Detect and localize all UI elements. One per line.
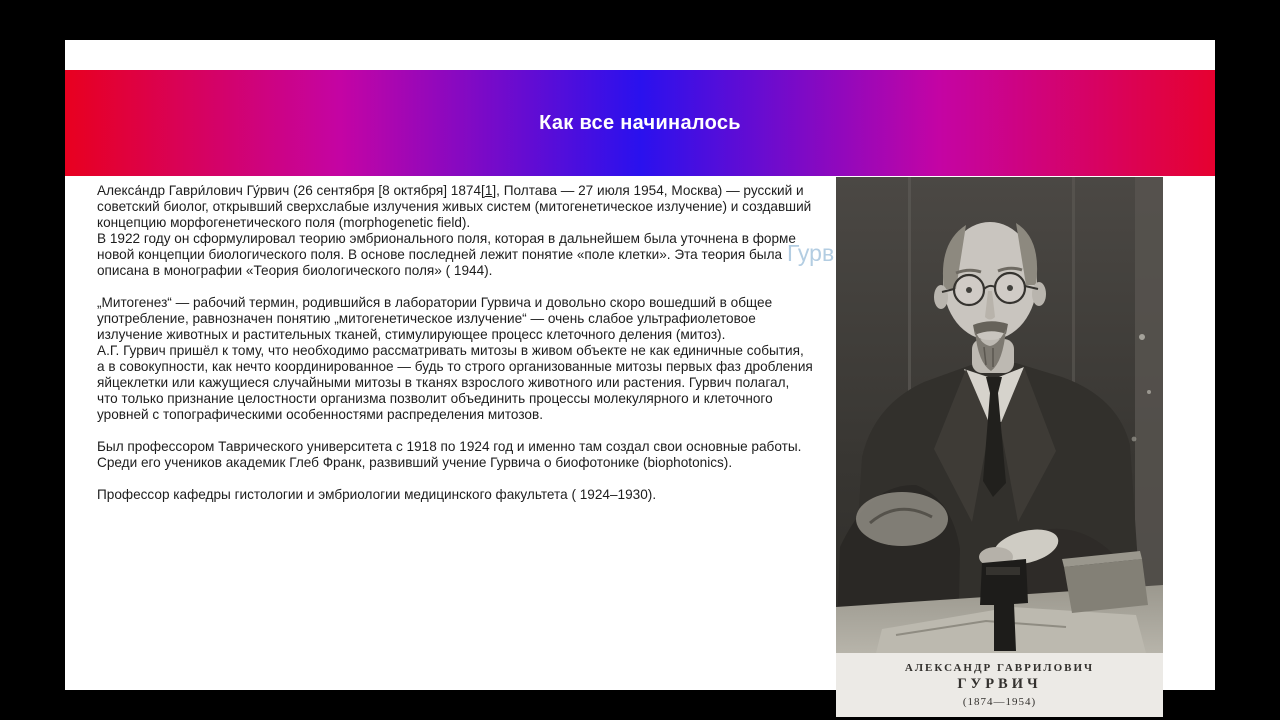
paragraph-biography: [97, 183, 813, 231]
title-banner: [65, 70, 1215, 176]
paragraph-professorship: Профессор кафедры гистологии и эмбриологии медицинского факультета ( 1924–1930).: [97, 487, 657, 502]
caption-surname-line: ГУРВИЧ: [957, 676, 1042, 692]
article-text: [97, 183, 813, 503]
bio-text-start: Алекса́ндр Гаври́лович Гу́рвич (26 сентября [8 октября] 1874: [97, 183, 482, 198]
photo-caption: [836, 653, 1163, 717]
gurvich-portrait-photo: [836, 177, 1163, 717]
caption-years-line: (1874—1954): [962, 696, 1037, 708]
paragraph-field-theory: В 1922 году он сформулировал теорию эмбрионального поля, которая в дальнейшем была уточнена в форме новой концепции биологического поля. В основе последней лежит понятие «поле клетки». Эта теория была описана в монографии «Теория биологического поля» ( 1944).: [97, 231, 796, 278]
slide-title: Как все начиналось: [539, 111, 741, 134]
portrait-image: [836, 177, 1163, 653]
caption-name-line: АЛЕКСАНДР ГАВРИЛОВИЧ: [904, 662, 1095, 674]
paragraph-mitogenesis: „Митогенез“ — рабочий термин, родившийся в лаборатории Гурвича и довольно скоро вошедший в общее употребление, равнозначен понятию „митогенетическое излучение“ — очень слабое ультрафиолетовое излучение животных и растительных тканей, стимулирующее процесс клеточного деления (митоз).: [97, 295, 773, 342]
watermark-text: Гурв: [787, 240, 835, 266]
paragraph-tavrida-university: Был профессором Таврического университета с 1918 по 1924 год и именно там создал свои основные работы. Среди его учеников академик Глеб Франк, развивший учение Гурвича о биофотонике (biophotonics).: [97, 439, 802, 470]
paragraph-mitosis-view: А.Г. Гурвич пришёл к тому, что необходимо рассматривать митозы в живом объекте не как единичные события, а в совокупности, как нечто координированное — будь то строго организованные митозы первых фаз дробления яйцеклетки или кажущиеся случайными митозы в тканях взрослого животного или растения. Гурвич полагал, что только признание целостности организма позволит объединить процессы молекулярного и клеточного уровней с топографическими особенностями распределения митозов.: [97, 343, 813, 422]
presentation-slide: [65, 40, 1215, 708]
bio-text-end: , Полтава — 27 июля 1954, Москва) — русский и советский биолог, открывший сверхслабые излучения живых систем (митогенетическое излучение) и создавший концепцию морфогенетического поля (morphogenetic field).: [97, 183, 812, 230]
footnote-reference: [1]: [481, 183, 497, 198]
